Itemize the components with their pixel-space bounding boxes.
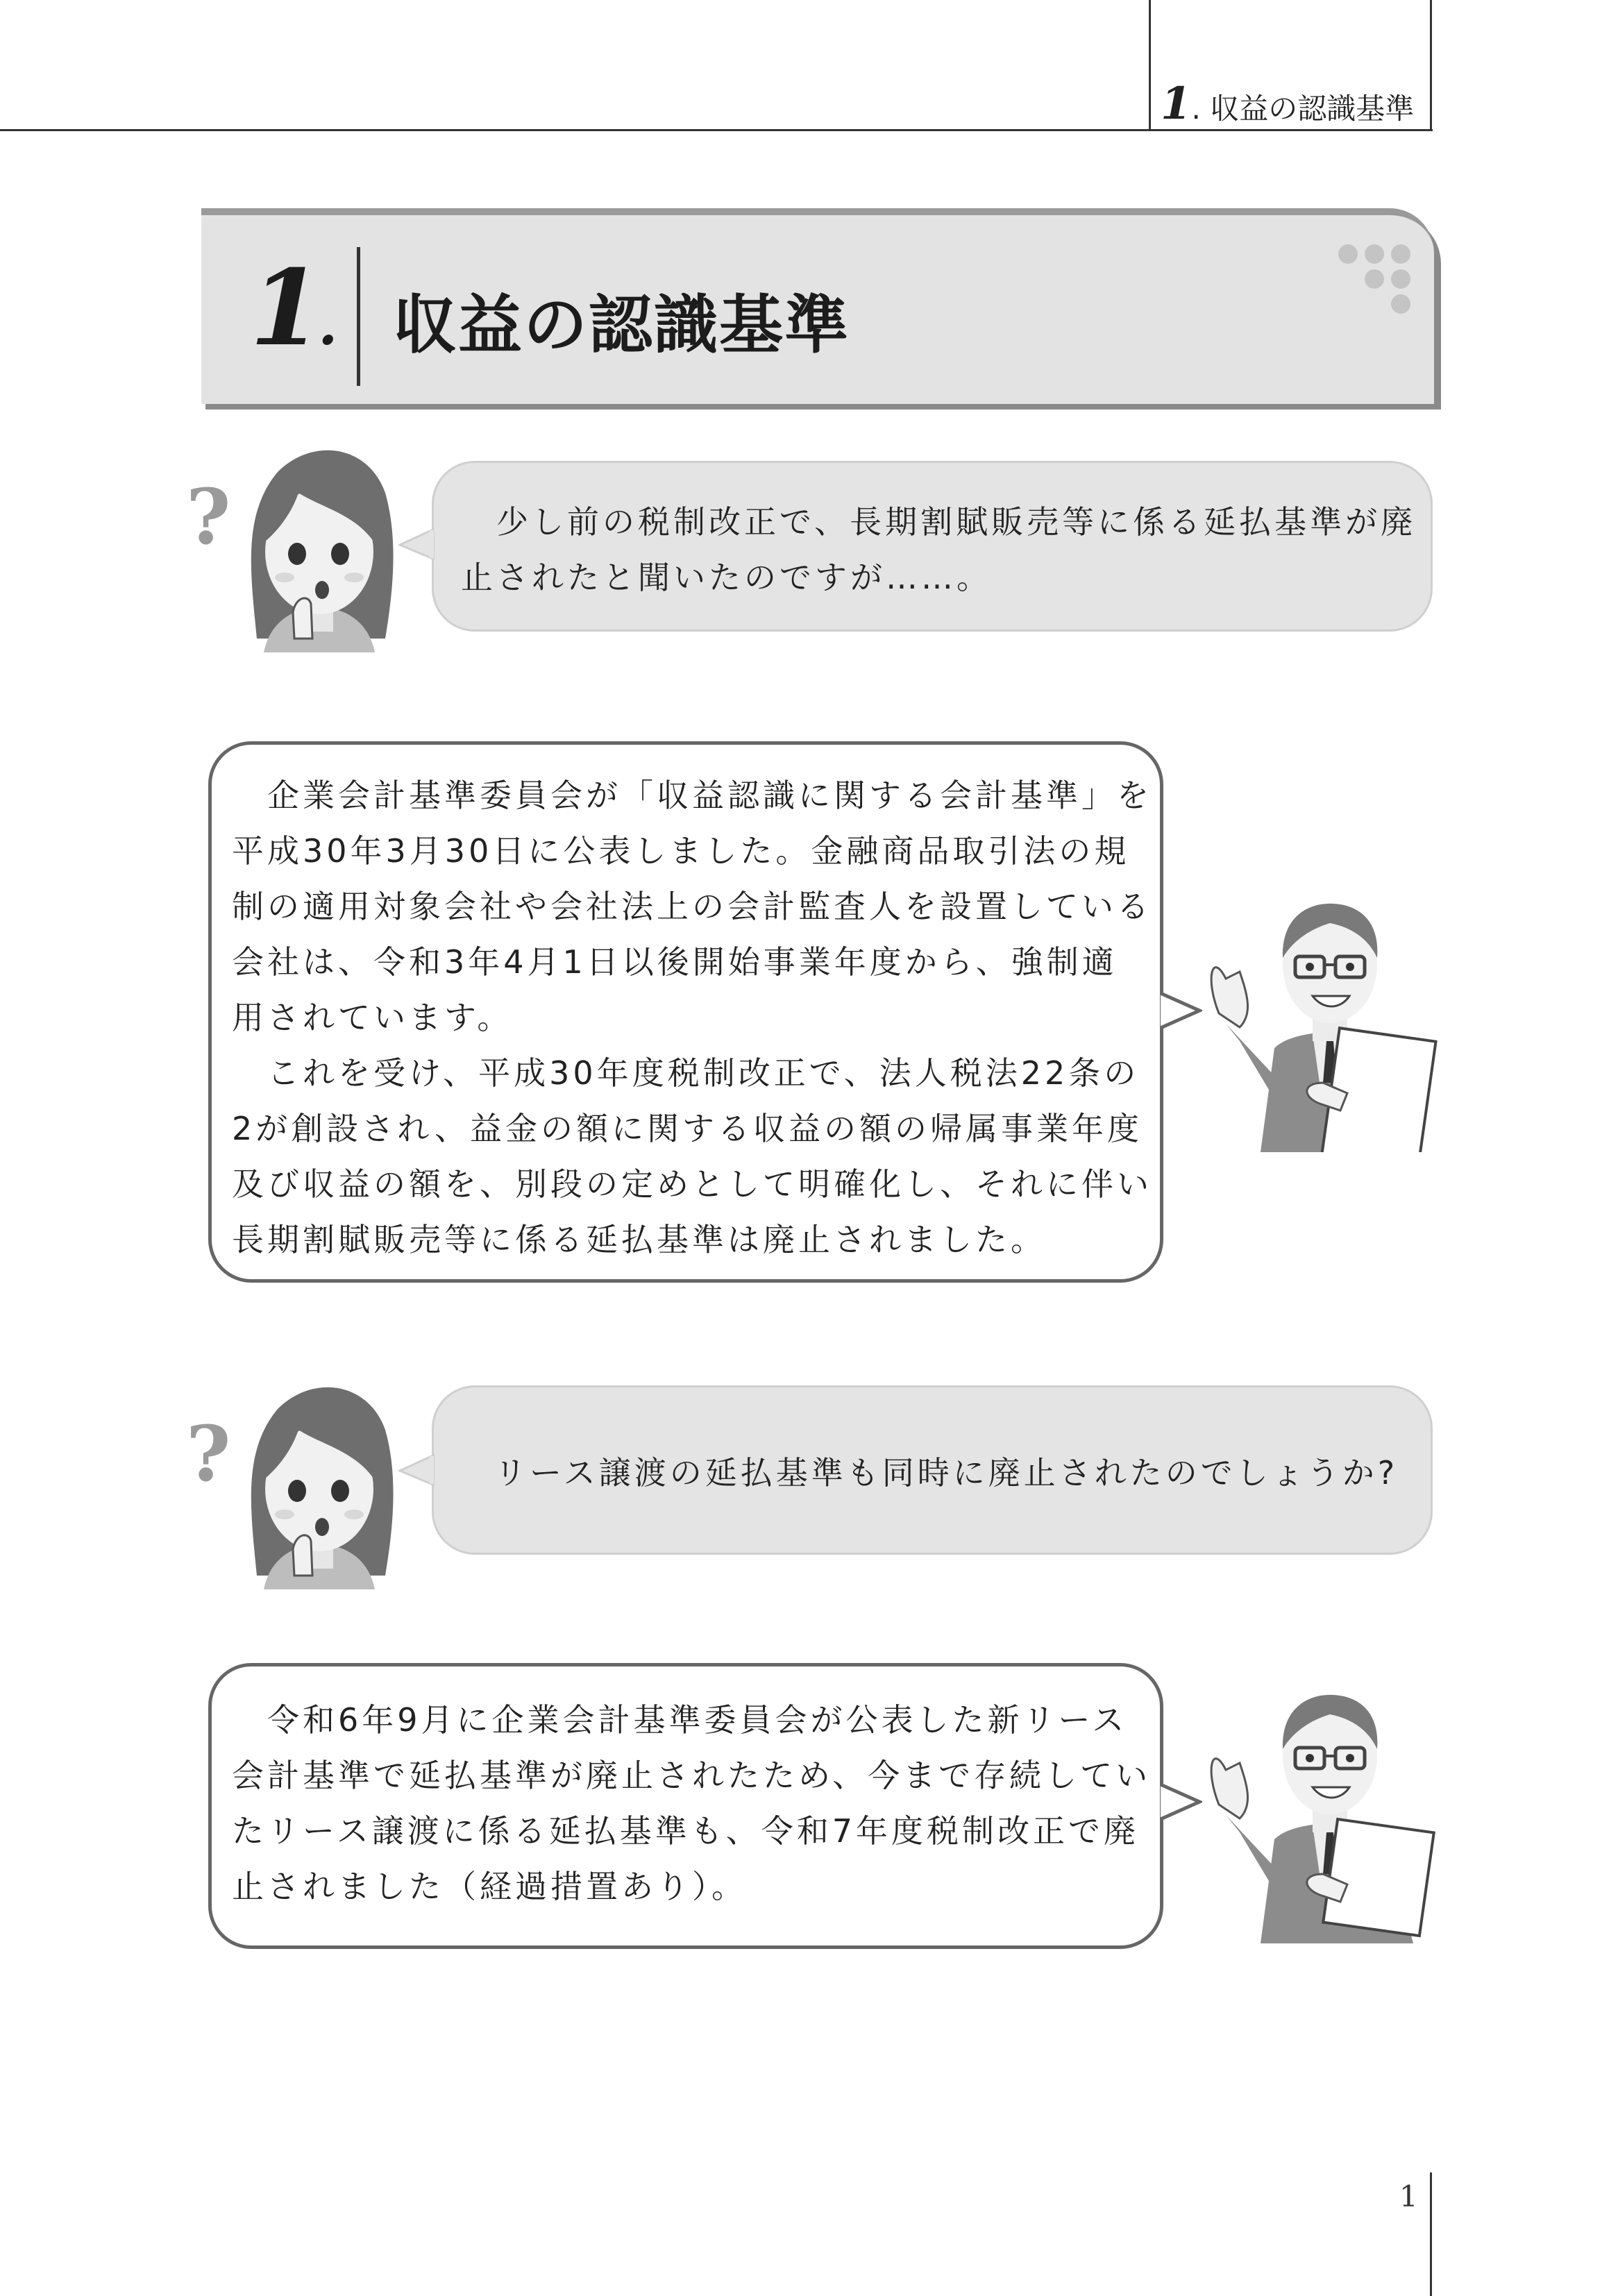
bubble-tail <box>398 1453 435 1488</box>
banner-dot <box>1391 269 1410 289</box>
header-divider <box>1149 0 1151 131</box>
chapter-number-digit: 1 <box>250 247 319 369</box>
woman-avatar <box>236 430 403 652</box>
banner-dot <box>1391 244 1410 264</box>
question-mark-icon: ? <box>186 1409 231 1499</box>
dialogue-line: 少し前の税制改正で、長期割賦販売等に係る延払基準が廃 <box>461 503 1417 541</box>
chapter-title: 収益の認識基準 <box>393 288 850 362</box>
header-divider-right <box>1430 0 1432 131</box>
dialogue-line: これを受け、平成30年度税制改正で、法人税法22条の <box>232 1054 1140 1092</box>
dialogue-line: 及び収益の額を、別段の定めとして明確化し、それに伴い <box>232 1165 1152 1203</box>
chapter-separator <box>357 247 360 386</box>
bubble-tail <box>398 527 435 562</box>
running-header-number: 1 <box>1161 78 1192 130</box>
banner-dot <box>1365 269 1384 289</box>
bubble-tail <box>1161 991 1202 1030</box>
dialogue-line: 平成30年3月30日に公表しました。金融商品取引法の規 <box>232 832 1130 870</box>
dialogue-line: 会計基準で延払基準が廃止されたため、今まで存続してい <box>232 1757 1152 1794</box>
man-avatar <box>1198 875 1462 1152</box>
dialogue-line: 長期割賦販売等に係る延払基準は廃止されました。 <box>232 1221 1046 1258</box>
woman-avatar <box>236 1367 403 1589</box>
dialogue-line: 止されました（経過措置あり）。 <box>232 1868 747 1905</box>
question-mark-icon: ? <box>186 472 231 562</box>
banner-dot <box>1365 244 1384 264</box>
dialogue-line: 会社は、令和3年4月1日以後開始事業年度から、強制適 <box>232 943 1118 981</box>
dialogue-line: 令和6年9月に企業会計基準委員会が公表した新リース <box>232 1701 1128 1739</box>
dialogue-line: リース譲渡の延払基準も同時に廃止されたのでしょうか? <box>494 1454 1399 1492</box>
man-avatar <box>1198 1666 1462 1943</box>
dialogue-line: 制の適用対象会社や会社法上の会計監査人を設置している <box>232 888 1152 925</box>
chapter-number <box>250 247 333 369</box>
dialogue-line: 用されています。 <box>232 999 513 1036</box>
bubble-tail <box>1161 1782 1202 1821</box>
banner-dot <box>1338 244 1358 264</box>
running-header-title: . 収益の認識基準 <box>1191 92 1415 126</box>
dialogue-line: 止されたと聞いたのですが……。 <box>461 559 992 596</box>
running-header <box>1161 78 1414 130</box>
page-number: 1 <box>1399 2179 1418 2213</box>
banner-dot <box>1391 294 1410 314</box>
chapter-number-dot: . <box>318 292 334 357</box>
footer-divider <box>1430 2172 1432 2296</box>
dialogue-line: 企業会計基準委員会が「収益認識に関する会計基準」を <box>232 777 1152 814</box>
dialogue-line: たリース譲渡に係る延払基準も、令和7年度税制改正で廃 <box>232 1812 1139 1850</box>
dialogue-line: 2が創設され、益金の額に関する収益の額の帰属事業年度 <box>232 1110 1143 1147</box>
